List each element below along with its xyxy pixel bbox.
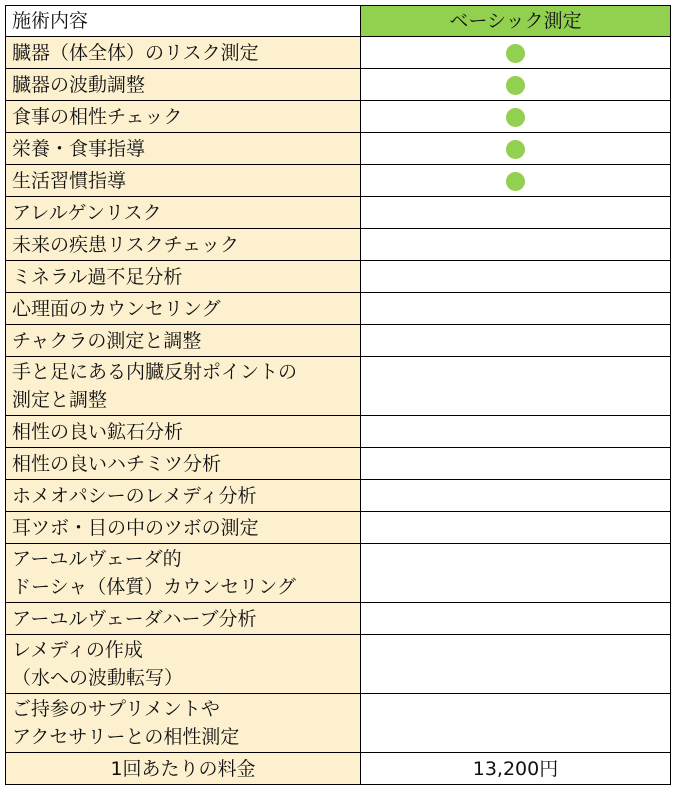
service-comparison-table — [5, 5, 671, 785]
included-dot-icon — [506, 140, 525, 159]
included-cell — [361, 37, 671, 69]
table-row — [6, 694, 671, 753]
table-row — [6, 293, 671, 325]
service-name: ミネラル過不足分析 — [6, 261, 361, 293]
price-row — [6, 753, 671, 785]
service-name: 耳ツボ・目の中のツボの測定 — [6, 512, 361, 544]
table-row — [6, 37, 671, 69]
included-cell — [361, 261, 671, 293]
included-cell — [361, 165, 671, 197]
table-body — [6, 37, 671, 753]
included-cell — [361, 229, 671, 261]
table-row — [6, 480, 671, 512]
included-cell — [361, 694, 671, 753]
service-name: 相性の良いハチミツ分析 — [6, 448, 361, 480]
service-name: 栄養・食事指導 — [6, 133, 361, 165]
table-row — [6, 357, 671, 416]
included-cell — [361, 635, 671, 694]
included-dot-icon — [506, 172, 525, 191]
service-name: 生活習慣指導 — [6, 165, 361, 197]
table-row — [6, 197, 671, 229]
included-cell — [361, 544, 671, 603]
table-row — [6, 635, 671, 694]
included-cell — [361, 69, 671, 101]
table-row — [6, 416, 671, 448]
table-row — [6, 229, 671, 261]
table-row — [6, 261, 671, 293]
price-value: 13,200円 — [361, 753, 671, 785]
header-plan-label: ベーシック測定 — [361, 6, 671, 37]
service-name: レメディの作成 （水への波動転写） — [6, 635, 361, 694]
included-cell — [361, 448, 671, 480]
included-cell — [361, 197, 671, 229]
service-name: アレルゲンリスク — [6, 197, 361, 229]
table-header-row — [6, 6, 671, 37]
table-row — [6, 448, 671, 480]
service-name: 臓器の波動調整 — [6, 69, 361, 101]
included-cell — [361, 101, 671, 133]
service-name: 臓器（体全体）のリスク測定 — [6, 37, 361, 69]
included-dot-icon — [506, 108, 525, 127]
included-cell — [361, 293, 671, 325]
service-name: 食事の相性チェック — [6, 101, 361, 133]
included-cell — [361, 603, 671, 635]
table-row — [6, 101, 671, 133]
service-name: 手と足にある内臓反射ポイントの 測定と調整 — [6, 357, 361, 416]
price-label: 1回あたりの料金 — [6, 753, 361, 785]
service-name: 相性の良い鉱石分析 — [6, 416, 361, 448]
service-name: チャクラの測定と調整 — [6, 325, 361, 357]
header-item-label: 施術内容 — [6, 6, 361, 37]
service-name: ご持参のサプリメントや アクセサリーとの相性測定 — [6, 694, 361, 753]
table-row — [6, 325, 671, 357]
included-cell — [361, 480, 671, 512]
table-row — [6, 133, 671, 165]
table-row — [6, 165, 671, 197]
service-name: アーユルヴェーダ的 ドーシャ（体質）カウンセリング — [6, 544, 361, 603]
service-name: 心理面のカウンセリング — [6, 293, 361, 325]
service-name: ホメオパシーのレメディ分析 — [6, 480, 361, 512]
table-row — [6, 544, 671, 603]
table-row — [6, 603, 671, 635]
included-cell — [361, 133, 671, 165]
included-dot-icon — [506, 76, 525, 95]
service-name: アーユルヴェーダハーブ分析 — [6, 603, 361, 635]
included-cell — [361, 357, 671, 416]
included-dot-icon — [506, 44, 525, 63]
included-cell — [361, 512, 671, 544]
included-cell — [361, 325, 671, 357]
service-name: 未来の疾患リスクチェック — [6, 229, 361, 261]
included-cell — [361, 416, 671, 448]
service-comparison-table-container — [5, 5, 670, 785]
table-row — [6, 69, 671, 101]
table-row — [6, 512, 671, 544]
